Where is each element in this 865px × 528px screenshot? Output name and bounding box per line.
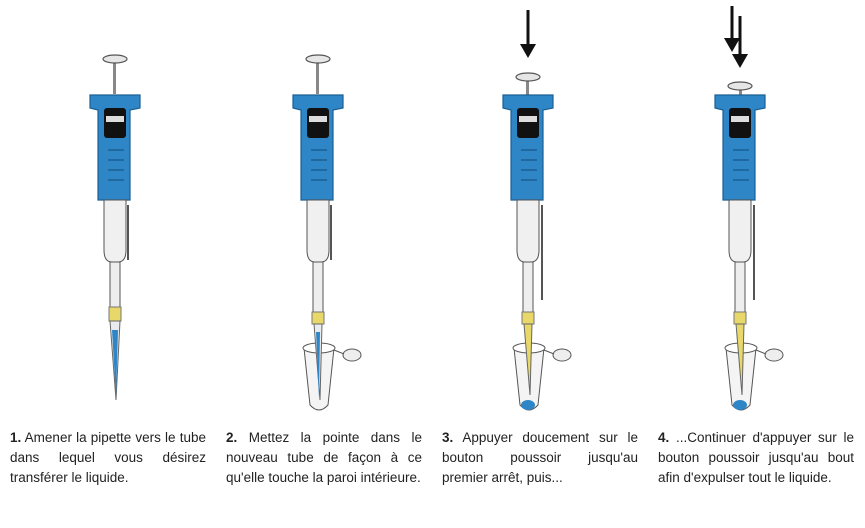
step-text: Amener la pipette vers le tube dans lequel vous désirez transférer le liquide. <box>10 430 206 485</box>
step-4-caption <box>658 428 854 488</box>
pipette-icon <box>0 0 216 420</box>
step-2-caption <box>226 428 422 488</box>
step-text: Mettez la pointe dans le nouveau tube de façon à ce qu'elle touche la paroi intérieure. <box>226 430 422 485</box>
step-text: ...Continuer d'appuyer sur le bouton poussoir jusqu'au bout afin d'expulser tout le liquide. <box>658 430 854 485</box>
step-number: 3. <box>442 430 454 445</box>
step-4-panel <box>648 0 864 528</box>
step-1-caption <box>10 428 206 488</box>
step-number: 1. <box>10 430 22 445</box>
pipette-icon <box>648 0 864 420</box>
step-3-panel <box>432 0 648 528</box>
step-text: Appuyer doucement sur le bouton poussoir jusqu'au premier arrêt, puis... <box>442 430 638 485</box>
step-number: 2. <box>226 430 238 445</box>
step-2-panel <box>216 0 432 528</box>
step-1-panel <box>0 0 216 528</box>
step-3-caption <box>442 428 638 488</box>
step-number: 4. <box>658 430 670 445</box>
arrow-down-icon <box>520 10 536 58</box>
pipette-icon <box>432 0 648 420</box>
arrow-down-icon <box>724 6 748 68</box>
pipette-icon <box>216 0 432 420</box>
